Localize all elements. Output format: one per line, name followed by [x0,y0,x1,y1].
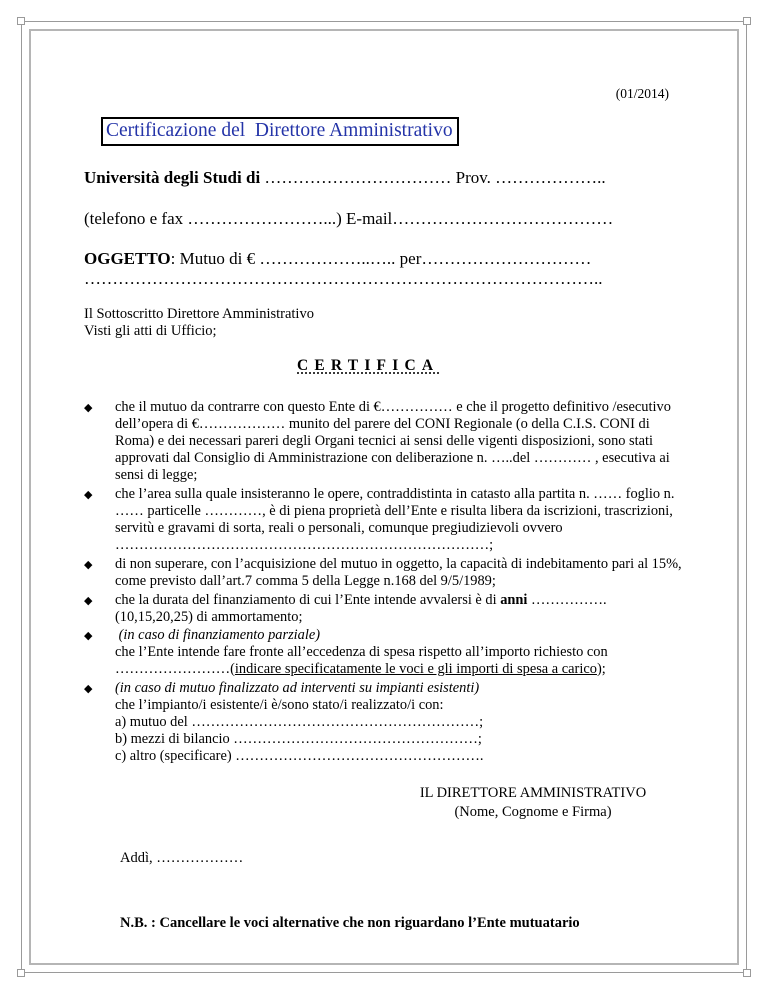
item-text: ); [596,661,606,678]
universita-line [84,168,606,188]
date-place-field: Addì, ……………… [120,850,244,866]
diamond-bullet-icon: ◆ [84,630,93,643]
list-item [84,399,684,484]
certifica-heading: CERTIFICA [297,357,440,374]
oggetto-value: : Mutuo di € ………………..….. per………………………… [170,249,592,268]
item-text: che la durata del finanziamento di cui l’Ente intende avvalersi è di [115,591,501,608]
list-item [84,486,684,554]
signature-hint: (Nome, Cognome e Firma) [454,804,612,820]
date-code: (01/2014) [615,86,669,101]
item-text: di non superare, con l’acquisizione del mutuo in oggetto, la capacità di indebitamento pari al 15%, come previsto dall’art.7 comma 5 della Legge n.168 del 9/5/1989; [115,555,682,589]
signature-role: IL DIRETTORE AMMINISTRATIVO [419,785,647,801]
signature-block [418,784,648,822]
intro-line-2: Visti gli atti di Ufficio; [84,323,217,339]
diamond-bullet-icon: ◆ [84,488,93,501]
certification-list [84,399,684,767]
item-text-bold: anni [500,591,528,608]
corner-ornament-icon [17,969,25,977]
item-text: ……………. (10,15,20,25) di ammortamento; [115,591,607,625]
diamond-bullet-icon: ◆ [84,402,93,414]
list-item [84,680,684,765]
corner-ornament-icon [17,17,25,25]
oggetto-label: OGGETTO [84,249,171,268]
diamond-bullet-icon: ◆ [84,683,93,695]
universita-label: Università degli Studi di [84,168,261,187]
list-item [84,592,684,626]
oggetto-line-2: ……………………………………………………………………………….. [84,269,603,288]
item-text: che l’area sulla quale insisteranno le opere, contraddistinta in catasto alla partita n. …… foglio n. …… particelle …………, è di piena proprietà dell’Ente e risulta libera da iscrizioni, trascrizioni, servitù e gravami di sorta, reali o personali, comunque pregiudizievoli ovvero ……………………………………………………………………; [115,485,675,554]
item-text: che l’Ente intende fare fronte all’eccedenza di spesa rispetto all’importo richiesto con ……………………( [115,644,608,678]
diamond-bullet-icon: ◆ [84,594,93,607]
list-item [84,556,684,590]
item-sub-c: c) altro (specificare) ……………………………………………. [115,748,484,765]
diamond-bullet-icon: ◆ [84,558,93,571]
document-title: Certificazione del Direttore Amministrativo [101,117,459,146]
item-condition: (in caso di mutuo finalizzato ad interventi su impianti esistenti) [115,680,480,696]
list-item [84,627,684,678]
item-sub-a: a) mutuo del ……………………………………………………; [115,714,484,731]
universita-value: …………………………… Prov. ……………….. [260,168,606,187]
item-text: che il mutuo da contrarre con questo Ente di €…………… e che il progetto definitivo /esecutivo dell’opera di €……………… munito del parere del CONI Regionale (o della C.I.S. CONI di Roma) e dei necessari pareri degli Organi tecnici ai sensi delle vigenti disposizioni, sono stati approvati dal Consiglio di Amministrazione con deliberazione n. …..del ………… , esecutiva ai sensi di legge; [115,399,671,484]
note-text: N.B. : Cancellare le voci alternative che non riguardano l’Ente mutuatario [120,915,580,931]
intro-line-1: Il Sottoscritto Direttore Amministrativo [84,306,314,322]
corner-ornament-icon [743,969,751,977]
item-text-underlined: indicare specificatamente le voci e gli importi di spesa a carico [234,661,597,678]
item-condition: (in caso di finanziamento parziale) [115,627,321,644]
item-text: che l’impianto/i esistente/i è/sono stato/i realizzato/i con: [115,697,444,714]
oggetto-line [84,249,591,269]
telefono-line: (telefono e fax ……………………...) E-mail………………………………… [84,209,614,228]
item-sub-b: b) mezzi di bilancio ……………………………………………; [115,731,482,748]
corner-ornament-icon [743,17,751,25]
